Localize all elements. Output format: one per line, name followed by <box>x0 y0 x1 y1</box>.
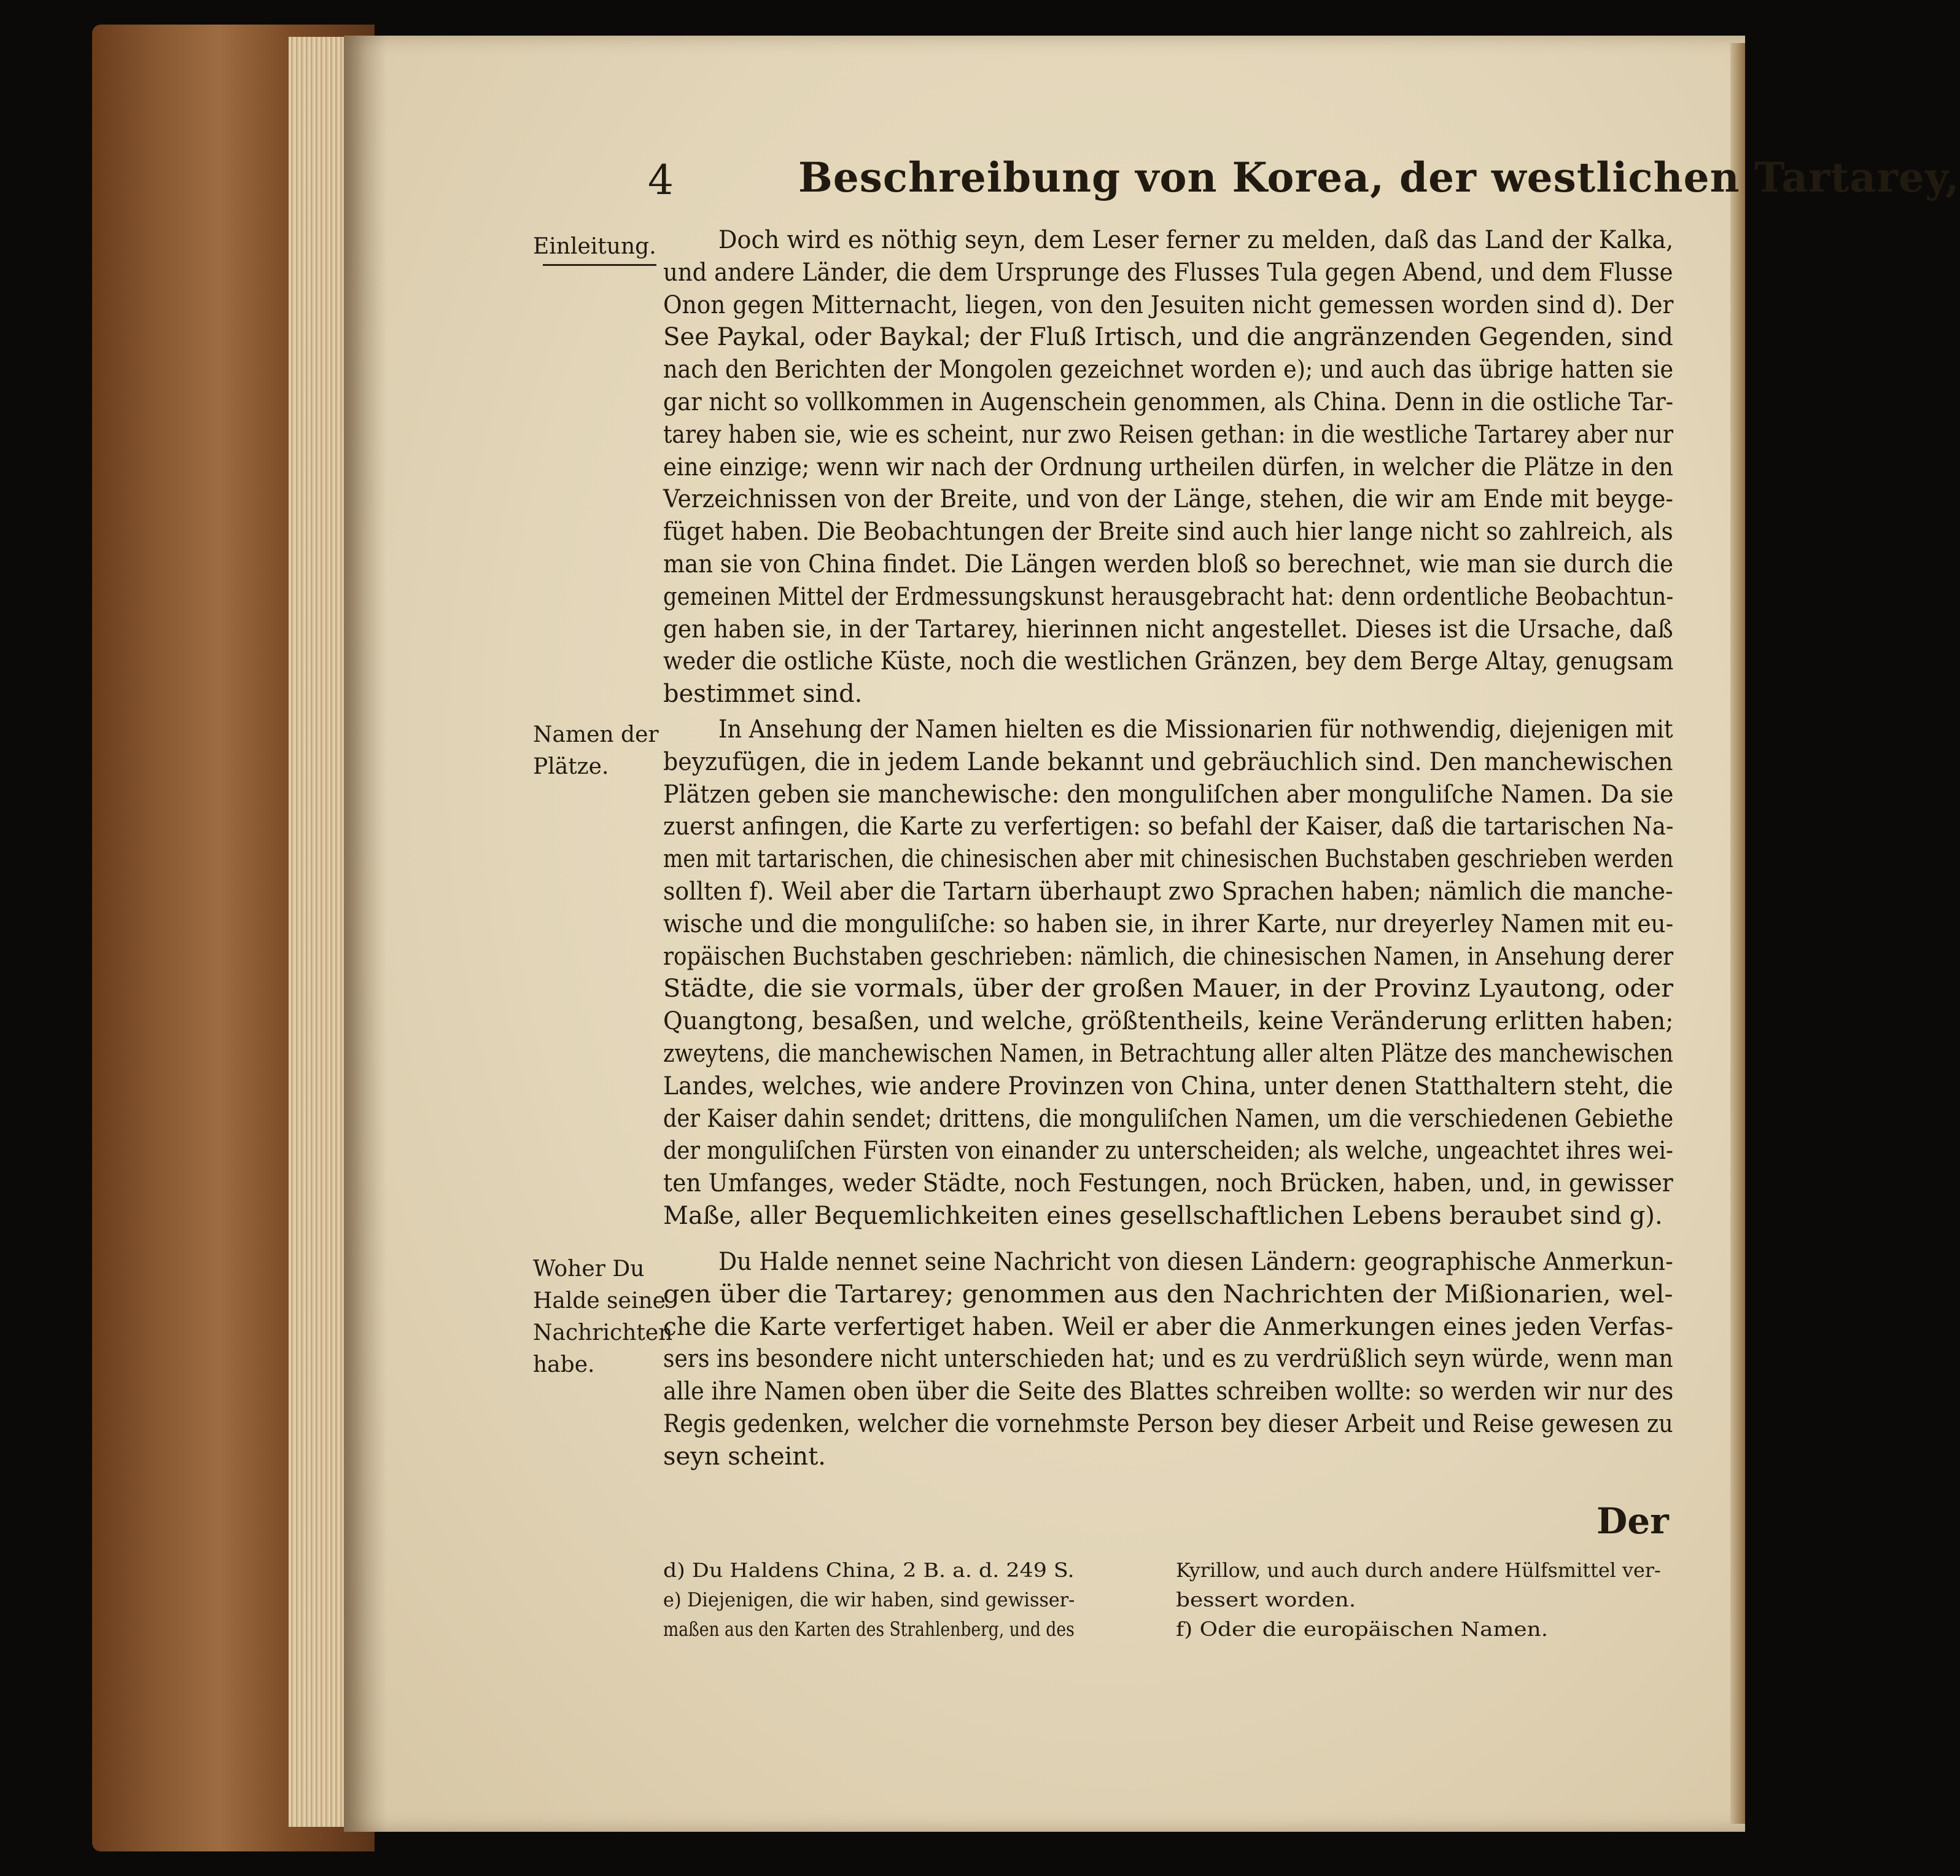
paragraph-3-line: Du Halde nennet seine Nachricht von diesen Ländern: geographische Anmerkun- <box>718 1248 1673 1276</box>
paragraph-3-line: seyn scheint. <box>663 1442 826 1471</box>
paragraph-2-line: ropäischen Buchstaben geschrieben: nämlich, die chinesischen Namen, in Ansehung derer <box>663 942 1674 971</box>
margin-note-line: Nachrichten <box>533 1320 673 1345</box>
page-number: 4 <box>648 157 674 204</box>
footnote-right-line: bessert worden. <box>1176 1588 1356 1611</box>
margin-note-line: Halde seine <box>533 1288 666 1314</box>
paragraph-2-line: In Ansehung der Namen hielten es die Missionarien für nothwendig, diejenigen mit <box>718 715 1673 744</box>
paragraph-1-line: gen haben sie, in der Tartarey, hierinnen nicht angestellet. Dieses ist die Ursache, daß <box>663 615 1673 644</box>
paragraph-2-line: Städte, die sie vormals, über der großen Mauer, in der Provinz Lyautong, oder <box>663 975 1673 1003</box>
margin-note-line: Plätze. <box>533 754 609 779</box>
margin-note-line: Woher Du <box>533 1256 645 1282</box>
paragraph-1-line: eine einzige; wenn wir nach der Ordnung urtheilen dürfen, in welcher die Plätze in den <box>663 453 1674 481</box>
paragraph-2-line: zweytens, die manchewischen Namen, in Betrachtung aller alten Plätze des manchewischen <box>663 1040 1674 1068</box>
next-page-edge <box>1730 43 1745 1824</box>
paragraph-3-line: Regis gedenken, welcher die vornehmste Person bey dieser Arbeit und Reise gewesen zu <box>663 1410 1673 1438</box>
footnote-left-line: d) Du Haldens China, 2 B. a. d. 249 S. <box>663 1559 1075 1582</box>
paragraph-2-line: Landes, welches, wie andere Provinzen von China, unter denen Statthaltern steht, die <box>663 1072 1673 1100</box>
paragraph-2-line: der Kaiser dahin sendet; drittens, die monguliſchen Namen, um die verschiedenen Gebiethe <box>663 1104 1674 1133</box>
paragraph-1-line: gar nicht so vollkommen in Augenschein genommen, als China. Denn in die ostliche Tar- <box>663 388 1674 416</box>
paragraph-1-line: gemeinen Mittel der Erdmessungskunst herausgebracht hat: denn ordentliche Beobachtun- <box>663 582 1674 611</box>
paragraph-2-line: sollten f). Weil aber die Tartarn überhaupt zwo Sprachen haben; nämlich die manche- <box>663 878 1673 906</box>
paragraph-1-line: Onon gegen Mitternacht, liegen, von den Jesuiten nicht gemessen worden sind d). Der <box>663 290 1674 319</box>
footnote-right-line: f) Oder die europäischen Namen. <box>1176 1617 1549 1641</box>
paragraph-2-line: men mit tartarischen, die chinesischen aber mit chinesischen Buchstaben geschrieben werden <box>663 845 1674 874</box>
paragraph-1-line: See Paykal, oder Baykal; der Fluß Irtisch, und die angränzenden Gegenden, sind <box>663 323 1673 352</box>
paragraph-2-line: Quangtong, besaßen, und welche, größtentheils, keine Veränderung erlitten haben; <box>663 1007 1674 1036</box>
paragraph-1-line: Doch wird es nöthig seyn, dem Leser ferner zu melden, daß das Land der Kalka, <box>718 226 1674 254</box>
paragraph-1-line: weder die ostliche Küste, noch die westlichen Gränzen, bey dem Berge Altay, genugsam <box>663 647 1674 676</box>
paragraph-1-line: man sie von China findet. Die Längen werden bloß so berechnet, wie man sie durch die <box>663 550 1674 578</box>
footnote-left-line: e) Diejenigen, die wir haben, sind gewisser- <box>663 1588 1075 1611</box>
paragraph-1-line: bestimmet sind. <box>663 680 863 709</box>
footnote-right-line: Kyrillow, und auch durch andere Hülfsmittel ver- <box>1176 1559 1661 1582</box>
margin-note-line: habe. <box>533 1352 595 1377</box>
footnote-left-line: maßen aus den Karten des Strahlenberg, und des <box>663 1617 1075 1641</box>
margin-note-line: Namen der <box>533 722 659 747</box>
paragraph-3-line: gen über die Tartarey; genommen aus den Nachrichten der Mißionarien, wel- <box>663 1280 1673 1309</box>
paragraph-2-line: ten Umfanges, weder Städte, noch Festungen, noch Brücken, haben, und, in gewisser <box>663 1169 1673 1198</box>
paragraph-2-line: der monguliſchen Fürsten von einander zu unterscheiden; als welche, ungeachtet ihres wei- <box>663 1137 1673 1166</box>
paragraph-1-line: nach den Berichten der Mongolen gezeichnet worden e); und auch das übrige hatten sie <box>663 356 1674 384</box>
paragraph-2-line: beyzufügen, die in jedem Lande bekannt und gebräuchlich sind. Den manchewischen <box>663 747 1673 776</box>
spine-shadow <box>344 36 387 1832</box>
paragraph-3-line: che die Karte verfertiget haben. Weil er aber die Anmerkungen eines jeden Verfas- <box>663 1312 1674 1341</box>
paragraph-2-line: Maße, aller Bequemlichkeiten eines gesellschaftlichen Lebens beraubet sind g). <box>663 1202 1663 1230</box>
paragraph-1-line: und andere Länder, die dem Ursprunge des Flusses Tula gegen Abend, und dem Flusse <box>663 258 1673 287</box>
margin-bracket <box>543 264 656 267</box>
paragraph-3-line: alle ihre Namen oben über die Seite des Blattes schreiben wollte: so werden wir nur des <box>663 1377 1674 1406</box>
paragraph-2-line: zuerst anfingen, die Karte zu verfertigen: so befahl der Kaiser, daß die tartarischen Na- <box>663 812 1674 841</box>
paragraph-2-line: Plätzen geben sie manchewische: den monguliſchen aber monguliſche Namen. Da sie <box>663 780 1674 809</box>
paragraph-1-line: tarey haben sie, wie es scheint, nur zwo Reisen gethan: in die westliche Tartarey aber nur <box>663 420 1674 449</box>
paragraph-3-line: sers ins besondere nicht unterschieden hat; und es zu verdrüßlich seyn würde, wenn man <box>663 1345 1673 1374</box>
paragraph-1-line: Verzeichnissen von der Breite, und von der Länge, stehen, die wir am Ende mit beyge- <box>663 485 1674 514</box>
catchword: Der <box>1596 1500 1669 1542</box>
margin-note-line: Einleitung. <box>533 234 656 259</box>
paragraph-1-line: füget haben. Die Beobachtungen der Breite sind auch hier lange nicht so zahlreich, als <box>663 518 1673 547</box>
running-title: Beschreibung von Korea, der westlichen Tartarey, <box>798 154 1960 201</box>
paragraph-2-line: wische und die monguliſche: so haben sie, in ihrer Karte, nur dreyerley Namen mit eu- <box>663 909 1674 938</box>
